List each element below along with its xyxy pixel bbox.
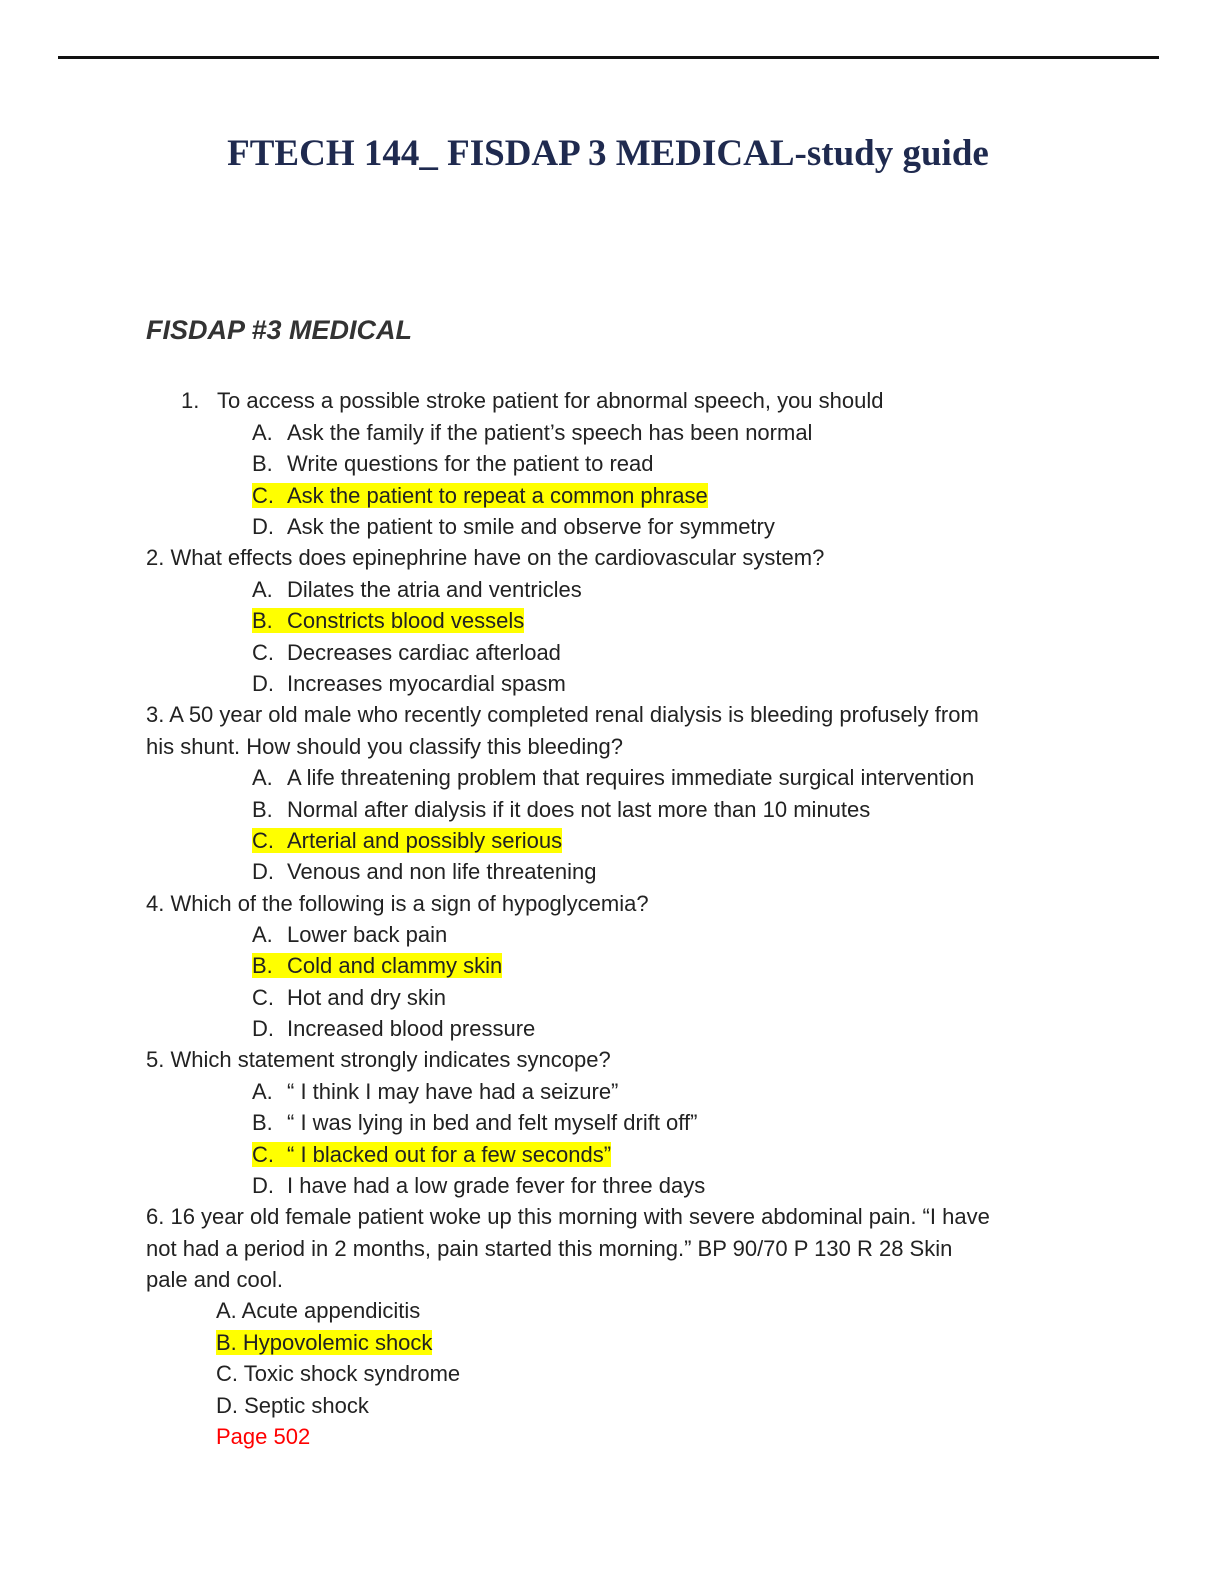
q3-option-c-answer: C. Arterial and possibly serious <box>252 828 563 853</box>
header-rule <box>58 56 1159 59</box>
question-1 <box>181 388 884 414</box>
q4-option-a: A. Lower back pain <box>252 922 448 947</box>
question-text: To access a possible stroke patient for abnormal speech, you should <box>217 388 884 413</box>
q3-option-d: D. Venous and non life threatening <box>252 859 597 884</box>
q5-option-c-answer: C. “ I blacked out for a few seconds” <box>252 1142 612 1167</box>
q4-option-c: C. Hot and dry skin <box>252 985 446 1010</box>
question-6-line-2: not had a period in 2 months, pain started this morning.” BP 90/70 P 130 R 28 Skin <box>146 1236 953 1261</box>
question-3-line-2: his shunt. How should you classify this bleeding? <box>146 734 623 759</box>
q6-option-a: A. Acute appendicitis <box>216 1298 421 1323</box>
q5-option-d: D. I have had a low grade fever for three days <box>252 1173 706 1198</box>
question-5: 5. Which statement strongly indicates syncope? <box>146 1047 611 1072</box>
q5-option-b: B. “ I was lying in bed and felt myself drift off” <box>252 1110 698 1135</box>
q1-option-d: D. Ask the patient to smile and observe for symmetry <box>252 514 775 539</box>
question-6-line-1: 6. 16 year old female patient woke up this morning with severe abdominal pain. “I have <box>146 1204 990 1229</box>
question-number: 1. <box>181 388 200 413</box>
q2-option-d: D. Increases myocardial spasm <box>252 671 566 696</box>
q6-option-b-answer: B. Hypovolemic shock <box>216 1330 433 1355</box>
question-4: 4. Which of the following is a sign of hypoglycemia? <box>146 891 649 916</box>
q2-option-a: A. Dilates the atria and ventricles <box>252 577 582 602</box>
question-2: 2. What effects does epinephrine have on the cardiovascular system? <box>146 545 825 570</box>
q2-option-c: C. Decreases cardiac afterload <box>252 640 561 665</box>
section-heading: FISDAP #3 MEDICAL <box>146 315 413 345</box>
document-title: FTECH 144_ FISDAP 3 MEDICAL-study guide <box>227 133 989 174</box>
q3-option-b: B. Normal after dialysis if it does not last more than 10 minutes <box>252 797 871 822</box>
q1-option-b: B. Write questions for the patient to read <box>252 451 654 476</box>
q4-option-b-answer: B. Cold and clammy skin <box>252 953 503 978</box>
q6-option-d: D. Septic shock <box>216 1393 369 1418</box>
q1-option-a: A. Ask the family if the patient’s speech has been normal <box>252 420 813 445</box>
question-6-line-3: pale and cool. <box>146 1267 283 1292</box>
question-3-line-1: 3. A 50 year old male who recently completed renal dialysis is bleeding profusely from <box>146 702 979 727</box>
q4-option-d: D. Increased blood pressure <box>252 1016 536 1041</box>
page-reference: Page 502 <box>216 1424 311 1449</box>
q2-option-b-answer: B. Constricts blood vessels <box>252 608 525 633</box>
q6-option-c: C. Toxic shock syndrome <box>216 1361 461 1386</box>
q5-option-a: A. “ I think I may have had a seizure” <box>252 1079 619 1104</box>
q1-option-c-answer: C. Ask the patient to repeat a common phrase <box>252 483 708 508</box>
q3-option-a: A. A life threatening problem that requires immediate surgical intervention <box>252 765 975 790</box>
